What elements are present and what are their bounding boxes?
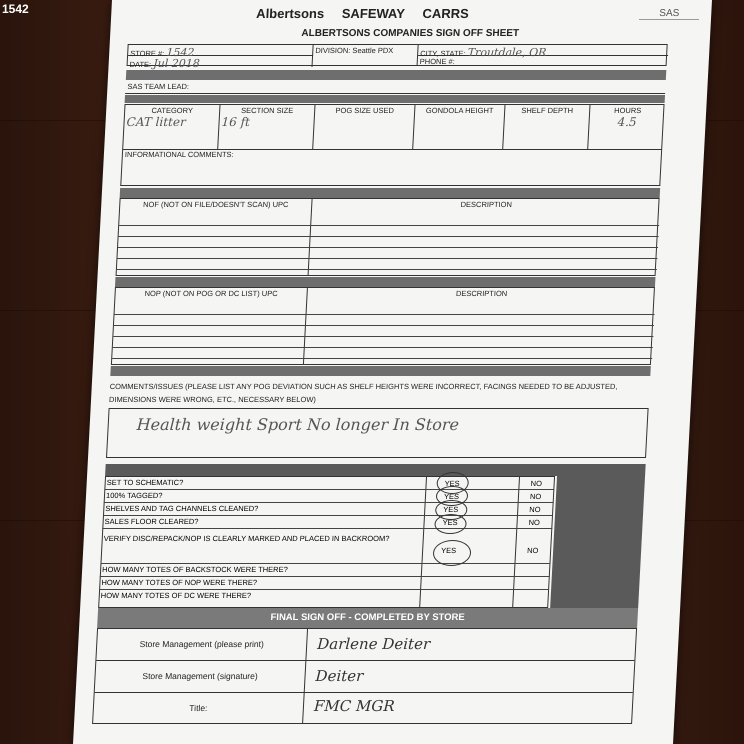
checklist-label: HOW MANY TOTES OF NOP WERE THERE? bbox=[101, 578, 258, 587]
no-option[interactable]: NO bbox=[528, 518, 541, 527]
checklist-row bbox=[103, 504, 554, 516]
signature-image: Deiter bbox=[315, 667, 364, 685]
city-state-label: CITY, STATE: bbox=[419, 49, 466, 58]
image-id-label: 1542 bbox=[2, 2, 29, 16]
store-number-label: STORE #: bbox=[129, 49, 165, 58]
category-header: CATEGORY bbox=[151, 106, 194, 115]
separator-bar bbox=[125, 95, 665, 103]
nop-table bbox=[111, 287, 655, 365]
sas-team-lead-label: SAS TEAM LEAD: bbox=[127, 82, 190, 91]
brand-logos bbox=[256, 6, 657, 24]
date-value: Jul 2018 bbox=[152, 57, 201, 70]
shelf-depth-col bbox=[503, 105, 590, 149]
yes-option[interactable]: YES bbox=[442, 518, 458, 527]
nop-description-header: DESCRIPTION bbox=[455, 289, 508, 298]
sign-off-label: Store Management (please print) bbox=[96, 629, 308, 660]
informational-comments-label: INFORMATIONAL COMMENTS: bbox=[124, 150, 234, 159]
checklist-label: SHELVES AND TAG CHANNELS CLEANED? bbox=[105, 504, 259, 513]
city-state-cell bbox=[418, 45, 669, 59]
pog-size-col bbox=[313, 105, 415, 149]
nof-lines bbox=[117, 215, 660, 270]
gondola-height-header: GONDOLA HEIGHT bbox=[425, 106, 494, 115]
section-size-value: 16 ft bbox=[221, 115, 251, 129]
yes-option[interactable]: YES bbox=[443, 505, 459, 514]
division-label: DIVISION: Seattle PDX bbox=[315, 46, 394, 55]
informational-comments-box bbox=[120, 150, 662, 186]
separator-bar bbox=[120, 188, 661, 198]
comments-label: COMMENTS/ISSUES (PLEASE LIST ANY POG DEVIATION SUCH AS SHELF HEIGHTS WERE INCORRECT, FACINGS NEEDED TO BE ADJUSTED, DIMENSIONS WERE WRONG, ETC., NECESSARY BELOW) bbox=[108, 382, 618, 404]
albertsons-logo: Albertsons bbox=[255, 6, 325, 21]
sign-off-sheet bbox=[73, 0, 712, 744]
phone-label: PHONE #: bbox=[419, 57, 456, 66]
separator-bar bbox=[126, 70, 667, 80]
checklist-label: VERIFY DISC/REPACK/NOP IS CLEARLY MARKED AND PLACED IN BACKROOM? bbox=[103, 534, 390, 543]
date-cell bbox=[127, 56, 313, 70]
hours-value: 4.5 bbox=[617, 115, 638, 129]
sas-logo: SAS bbox=[639, 8, 700, 20]
checklist-row bbox=[100, 565, 551, 577]
checklist-row bbox=[102, 517, 553, 529]
safeway-logo: SAFEWAY bbox=[341, 6, 406, 21]
nop-lines bbox=[112, 304, 655, 359]
checklist-row bbox=[100, 530, 552, 564]
checklist-label: SET TO SCHEMATIC? bbox=[106, 478, 184, 487]
nop-upc-header: NOP (NOT ON POG OR DC LIST) UPC bbox=[144, 289, 278, 298]
checklist-row bbox=[104, 478, 555, 490]
checklist-side-block bbox=[550, 476, 645, 608]
division-cell bbox=[313, 45, 419, 65]
gondola-height-col bbox=[413, 105, 505, 149]
comments-value: Health weight Sport No longer In Store bbox=[136, 415, 460, 434]
hours-col bbox=[588, 105, 665, 149]
checklist-label: HOW MANY TOTES OF DC WERE THERE? bbox=[100, 591, 252, 600]
city-state-value: Troutdale, OR bbox=[467, 46, 547, 59]
checklist-row bbox=[99, 578, 550, 590]
store-info-row bbox=[127, 44, 668, 70]
checklist-row bbox=[98, 591, 549, 603]
sign-off-value: Darlene Deiter bbox=[316, 635, 431, 653]
category-col bbox=[123, 105, 220, 149]
sign-off-row bbox=[95, 661, 635, 693]
yes-option[interactable]: YES bbox=[443, 492, 460, 501]
sign-off-value: FMC MGR bbox=[313, 697, 396, 715]
carrs-logo: CARRS bbox=[422, 6, 470, 21]
no-option[interactable]: NO bbox=[529, 492, 542, 501]
section-size-header: SECTION SIZE bbox=[240, 106, 294, 115]
category-value: CAT litter bbox=[126, 115, 187, 129]
category-table bbox=[122, 104, 664, 150]
separator-bar bbox=[105, 464, 646, 476]
nof-table bbox=[116, 198, 660, 276]
sign-off-row bbox=[93, 693, 633, 723]
section-size-col bbox=[218, 105, 315, 149]
nof-description-header: DESCRIPTION bbox=[460, 200, 513, 209]
no-option[interactable]: NO bbox=[529, 505, 541, 514]
comments-box bbox=[106, 408, 649, 458]
yes-option[interactable]: YES bbox=[444, 479, 460, 488]
sheet-title: ALBERTSONS COMPANIES SIGN OFF SHEET bbox=[301, 28, 520, 39]
no-option[interactable]: NO bbox=[530, 479, 543, 488]
nof-upc-header: NOF (NOT ON FILE/DOESN'T SCAN) UPC bbox=[142, 200, 289, 209]
store-number-cell bbox=[128, 45, 314, 59]
sas-team-lead-row bbox=[125, 82, 666, 94]
checklist-label: SALES FLOOR CLEARED? bbox=[104, 517, 199, 526]
yes-option[interactable]: YES bbox=[440, 546, 457, 555]
separator-bar bbox=[110, 366, 651, 376]
store-number-value: 1542 bbox=[166, 46, 195, 59]
phone-cell bbox=[417, 56, 668, 67]
sign-off-label: Title: bbox=[93, 693, 305, 723]
date-label: DATE: bbox=[129, 60, 152, 69]
sign-off-row bbox=[96, 629, 636, 661]
checklist-label: HOW MANY TOTES OF BACKSTOCK WERE THERE? bbox=[101, 565, 288, 574]
final-sign-off-table bbox=[92, 628, 637, 724]
checklist-row bbox=[104, 491, 555, 503]
sign-off-label: Store Management (signature) bbox=[95, 661, 307, 692]
pog-size-header: POG SIZE USED bbox=[335, 106, 395, 115]
hours-header: HOURS bbox=[613, 106, 642, 115]
final-sign-off-title: FINAL SIGN OFF - COMPLETED BY STORE bbox=[97, 608, 638, 628]
checklist-label: 100% TAGGED? bbox=[105, 491, 163, 500]
separator-bar bbox=[115, 277, 656, 287]
no-option[interactable]: NO bbox=[526, 546, 539, 555]
shelf-depth-header: SHELF DEPTH bbox=[521, 106, 574, 115]
